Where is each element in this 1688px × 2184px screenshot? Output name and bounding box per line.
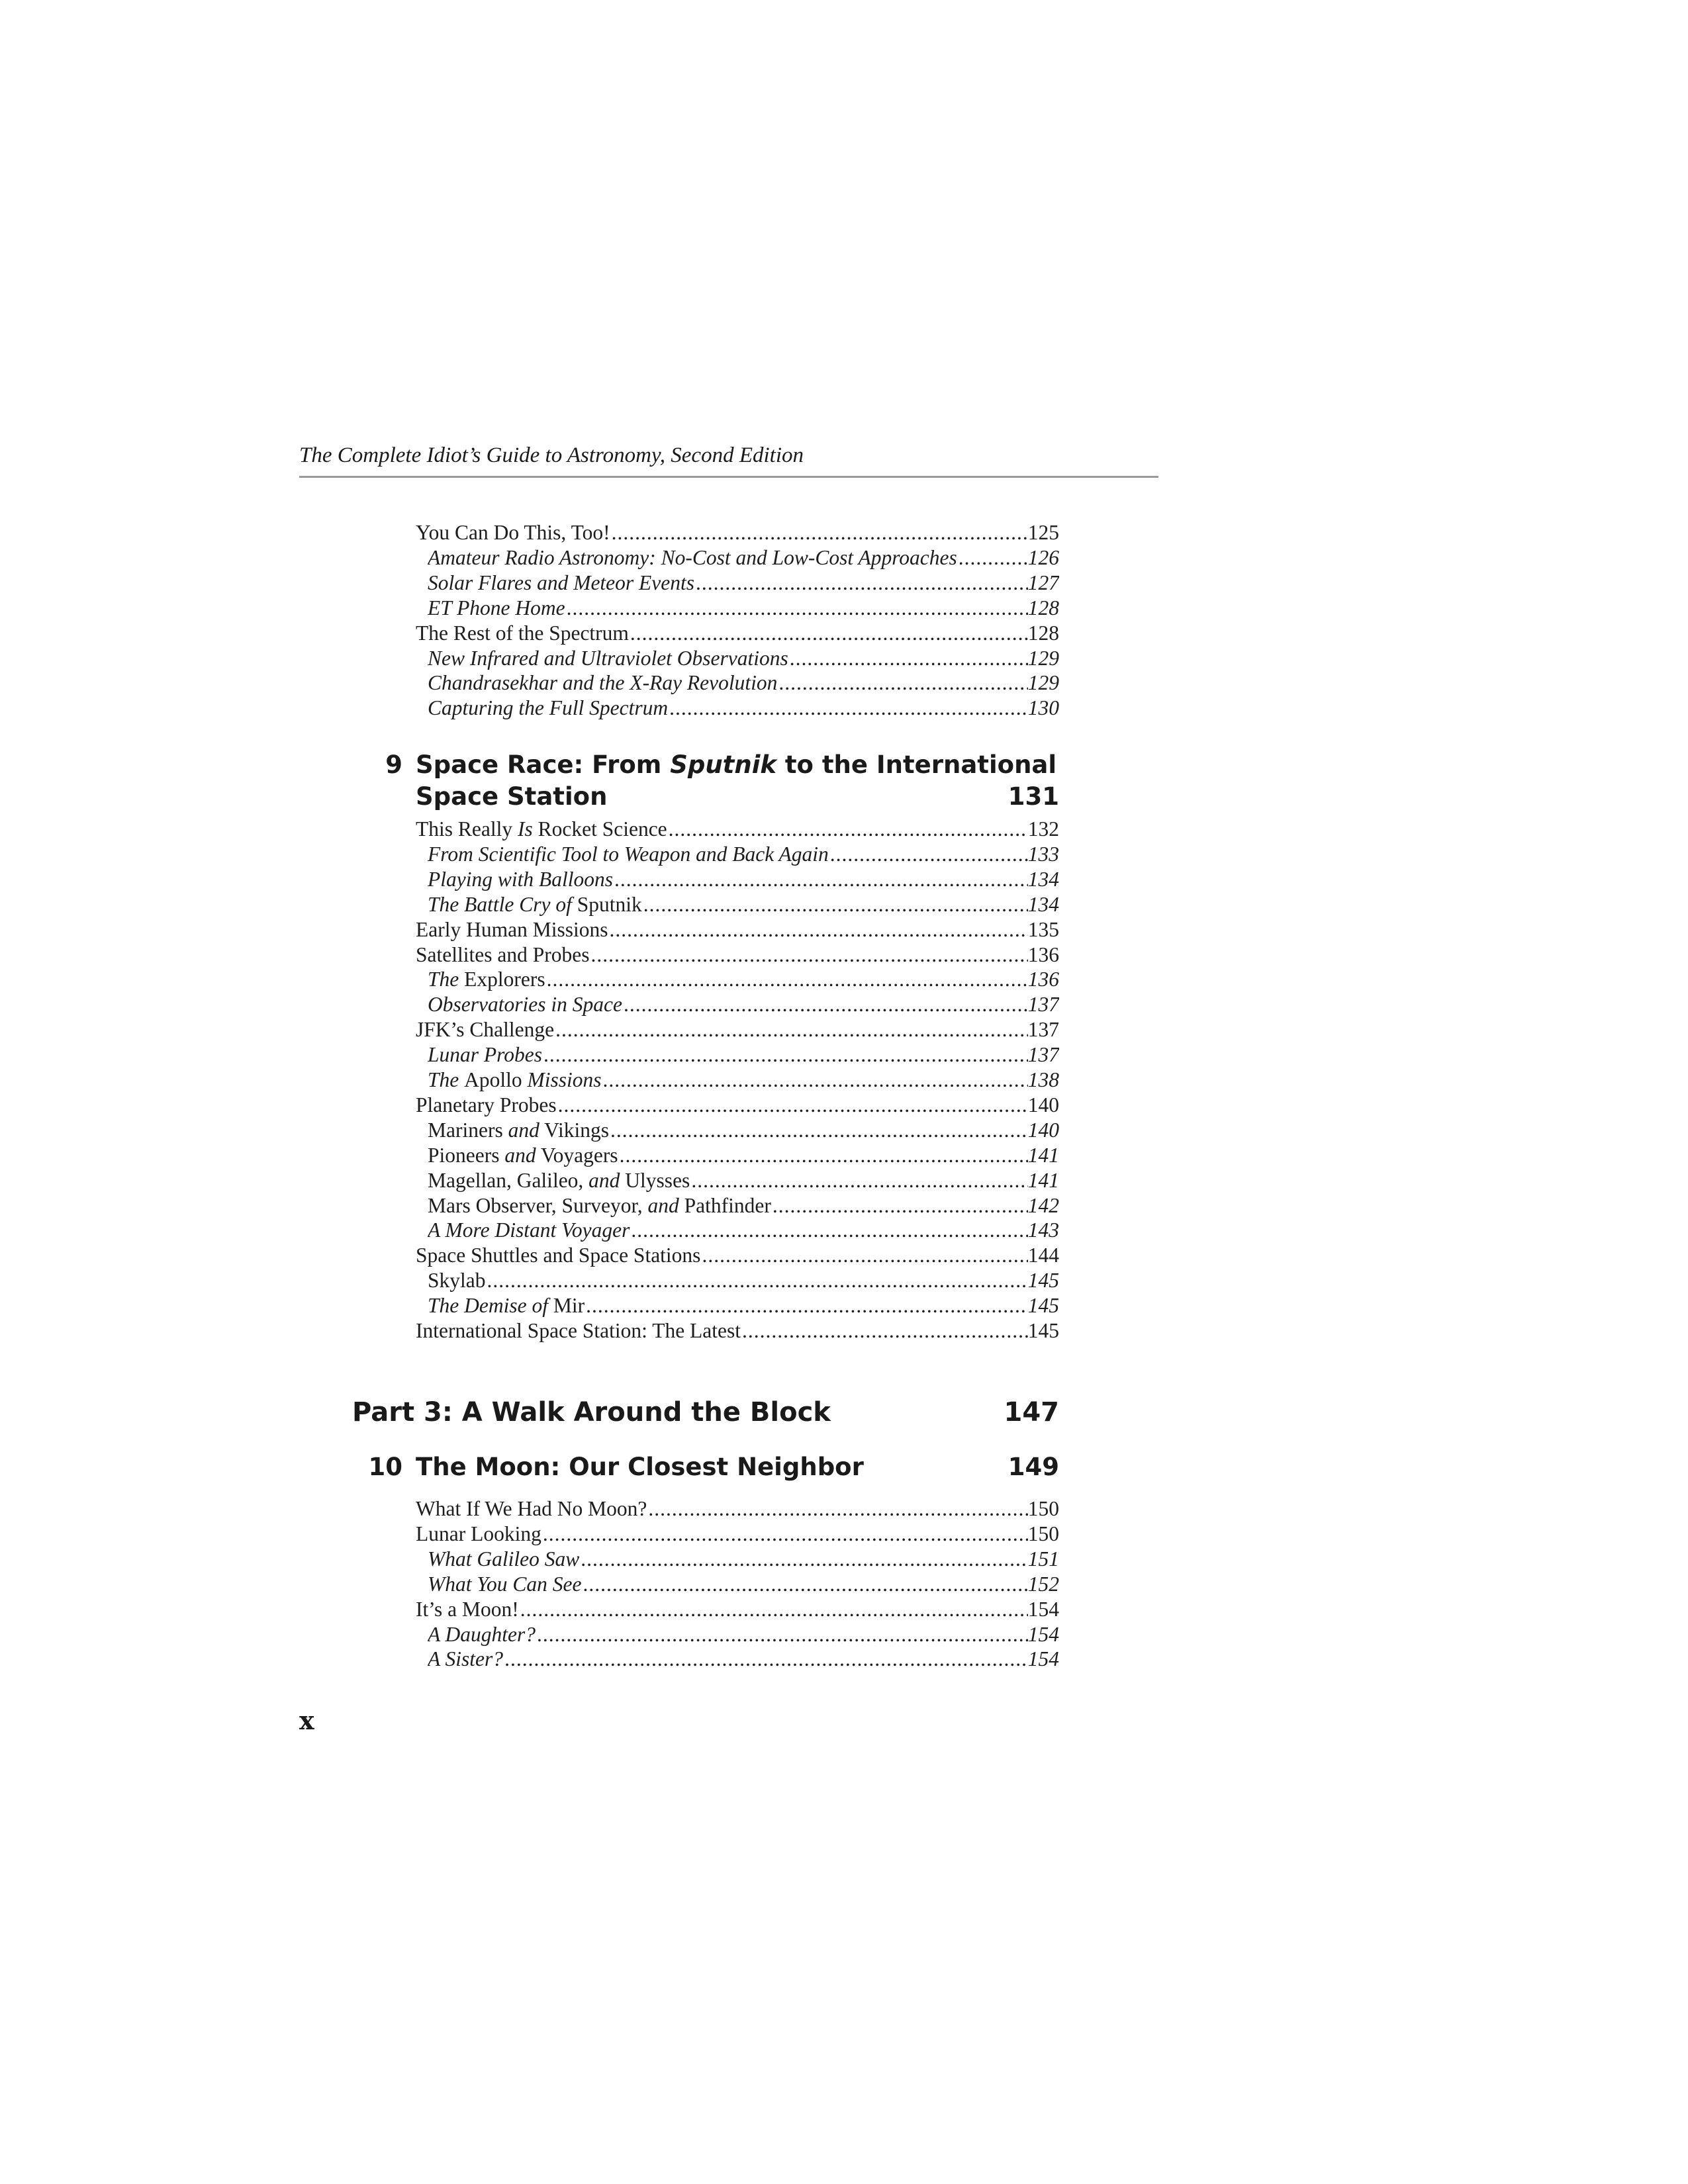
dot-leader: [613, 867, 1028, 892]
toc-entry[interactable]: [428, 1647, 1059, 1672]
toc-entry-title: Magellan, Galileo, and Ulysses: [428, 1168, 690, 1192]
dot-leader: [618, 1143, 1028, 1168]
toc-entry-title: A More Distant Voyager: [428, 1218, 630, 1242]
toc-entry-title: New Infrared and Ultraviolet Observations: [428, 646, 788, 670]
dot-leader: [565, 596, 1028, 621]
dot-leader: [957, 545, 1028, 570]
dot-leader: [694, 570, 1028, 596]
dot-leader: [642, 892, 1028, 917]
toc-entry[interactable]: [416, 1597, 1059, 1622]
toc-entry[interactable]: [428, 1143, 1059, 1168]
toc-entry-title: Space Shuttles and Space Stations: [416, 1244, 701, 1267]
dot-leader: [690, 1168, 1027, 1193]
dot-leader: [771, 1193, 1028, 1218]
dot-leader: [741, 1318, 1028, 1343]
toc-entry-title: The Explorers: [428, 968, 545, 991]
toc-entry-title: Mars Observer, Surveyor, and Pathfinder: [428, 1193, 771, 1217]
toc-entry[interactable]: [428, 867, 1059, 892]
toc-entry-page: 150: [1027, 1522, 1059, 1545]
toc-entry-page: 150: [1027, 1497, 1059, 1520]
chapter-title: The Moon: Our Closest Neighbor: [416, 1453, 864, 1481]
toc-entry[interactable]: [428, 1268, 1059, 1293]
toc-entry[interactable]: [428, 670, 1059, 696]
toc-entry-title: Lunar Probes: [428, 1043, 542, 1067]
toc-entry-title: Amateur Radio Astronomy: No-Cost and Low-Cost Approaches: [428, 545, 957, 569]
toc-entry[interactable]: [428, 596, 1059, 621]
toc-entry[interactable]: [416, 1017, 1059, 1042]
toc-entry[interactable]: [428, 1547, 1059, 1572]
dot-leader: [630, 1218, 1027, 1243]
dot-leader: [609, 1118, 1028, 1143]
dot-leader: [542, 1042, 1028, 1068]
folio-page-number: x: [299, 1706, 314, 1735]
toc-entry-title: ET Phone Home: [428, 596, 565, 619]
dot-leader: [602, 1068, 1028, 1093]
toc-entry-title: A Sister?: [428, 1647, 504, 1671]
toc-entry[interactable]: [416, 1243, 1059, 1268]
toc-entry-page: 137: [1027, 1018, 1059, 1042]
toc-entry[interactable]: [416, 621, 1059, 646]
dot-leader: [629, 621, 1028, 646]
toc-entry[interactable]: [416, 917, 1059, 942]
toc-entry-page: 138: [1027, 1068, 1059, 1091]
toc-entry-page: 144: [1027, 1244, 1059, 1267]
dot-leader: [519, 1597, 1028, 1622]
part-page-number: 147: [1004, 1397, 1059, 1428]
toc-entry-title: A Daughter?: [428, 1622, 536, 1646]
toc-entry-page: 145: [1027, 1294, 1059, 1318]
toc-entry-page: 133: [1027, 842, 1059, 866]
running-head: The Complete Idiot’s Guide to Astronomy, Second Edition: [299, 443, 804, 467]
toc-entry-title: What You Can See: [428, 1572, 582, 1596]
dot-leader: [554, 1017, 1028, 1042]
toc-entry-title: The Battle Cry of Sputnik: [428, 892, 642, 916]
part-title: Part 3: A Walk Around the Block: [352, 1397, 831, 1428]
toc-entry-page: 143: [1027, 1218, 1059, 1242]
toc-entry[interactable]: [416, 1318, 1059, 1343]
toc-entry[interactable]: [416, 942, 1059, 968]
toc-entry-page: 140: [1027, 1093, 1059, 1116]
toc-entry-page: 134: [1027, 867, 1059, 891]
dot-leader: [581, 1572, 1027, 1597]
dot-leader: [585, 1293, 1028, 1318]
toc-entry-title: This Really Is Rocket Science: [416, 817, 667, 841]
toc-entry-title: Pioneers and Voyagers: [428, 1143, 618, 1167]
toc-entry[interactable]: [416, 1522, 1059, 1547]
toc-entry[interactable]: [428, 1118, 1059, 1143]
dot-leader: [777, 670, 1027, 696]
toc-entry-page: 135: [1027, 917, 1059, 941]
toc-entry-title: It’s a Moon!: [416, 1597, 519, 1621]
toc-entry[interactable]: [428, 545, 1059, 570]
toc-entry-page: 140: [1027, 1118, 1059, 1142]
toc-entry-page: 154: [1027, 1597, 1059, 1621]
dot-leader: [829, 842, 1028, 867]
toc-entry-page: 145: [1027, 1319, 1059, 1342]
toc-entry-title: From Scientific Tool to Weapon and Back Again: [428, 842, 829, 866]
toc-entry-title: Capturing the Full Spectrum: [428, 696, 669, 720]
toc-entry[interactable]: [428, 570, 1059, 596]
toc-entry-title: You Can Do This, Too!: [416, 521, 610, 544]
dot-leader: [608, 917, 1027, 942]
dot-leader: [700, 1243, 1027, 1268]
part-3-heading[interactable]: [352, 1395, 1059, 1430]
toc-entry-page: 136: [1027, 968, 1059, 991]
toc-entry-title: International Space Station: The Latest: [416, 1319, 741, 1342]
dot-leader: [647, 1496, 1027, 1522]
toc-entry[interactable]: [428, 1218, 1059, 1243]
toc-entry[interactable]: [416, 817, 1059, 842]
toc-entry[interactable]: [428, 967, 1059, 992]
dot-leader: [622, 992, 1028, 1017]
toc-entry[interactable]: [428, 1622, 1059, 1647]
toc-entry[interactable]: [416, 1496, 1059, 1522]
chapter-number: 10: [368, 1453, 402, 1481]
chapter-title-emphasis: Sputnik: [670, 751, 776, 779]
toc-entry-title: Satellites and Probes: [416, 942, 590, 966]
toc-entry[interactable]: [428, 1293, 1059, 1318]
toc-entry[interactable]: [428, 1168, 1059, 1193]
chapter-page-number: 149: [1008, 1453, 1059, 1481]
chapter-10-heading[interactable]: [357, 1451, 1059, 1483]
toc-entry[interactable]: [428, 1068, 1059, 1093]
toc-entry[interactable]: [428, 696, 1059, 721]
toc-entry-page: 125: [1027, 521, 1059, 544]
dot-leader: [557, 1093, 1028, 1118]
toc-entry-title: Playing with Balloons: [428, 867, 613, 891]
toc-entry-page: 134: [1027, 892, 1059, 916]
toc-entry-title: The Apollo Missions: [428, 1068, 602, 1091]
toc-entry-title: Planetary Probes: [416, 1093, 557, 1116]
dot-leader: [503, 1647, 1028, 1672]
toc-entry[interactable]: [428, 1193, 1059, 1218]
toc-entry-title: The Rest of the Spectrum: [416, 621, 629, 645]
toc-entry-title: Solar Flares and Meteor Events: [428, 570, 695, 594]
toc-entry-page: 145: [1027, 1269, 1059, 1293]
dot-leader: [610, 520, 1028, 545]
toc-entry-page: 141: [1027, 1168, 1059, 1192]
toc-entry-title: JFK’s Challenge: [416, 1018, 555, 1042]
toc-entry-page: 154: [1027, 1647, 1059, 1671]
dot-leader: [788, 646, 1028, 671]
toc-entry[interactable]: [428, 842, 1059, 867]
toc-entry-page: 137: [1027, 1043, 1059, 1067]
toc-entry[interactable]: [428, 1042, 1059, 1068]
chapter-title-line-2: Space Station: [416, 782, 608, 811]
chapter-number: 9: [385, 751, 402, 779]
toc-entry-page: 141: [1027, 1143, 1059, 1167]
toc-entry-page: 129: [1027, 646, 1059, 670]
toc-entry[interactable]: [428, 892, 1059, 917]
toc-entry-page: 132: [1027, 817, 1059, 841]
dot-leader: [579, 1547, 1028, 1572]
dot-leader: [541, 1522, 1028, 1547]
dot-leader: [589, 942, 1027, 968]
toc-entry-title: What Galileo Saw: [428, 1547, 580, 1570]
toc-entry-title: Skylab: [428, 1269, 486, 1293]
toc-entry-page: 128: [1027, 621, 1059, 645]
toc-entry-page: 126: [1027, 545, 1059, 569]
toc-entry-title: What If We Had No Moon?: [416, 1497, 647, 1520]
toc-entry-page: 151: [1027, 1547, 1059, 1570]
toc-entry[interactable]: [428, 992, 1059, 1017]
toc-entry-page: 152: [1027, 1572, 1059, 1596]
toc-entry-page: 154: [1027, 1622, 1059, 1646]
chapter-9-heading[interactable]: [357, 749, 1059, 813]
toc-entry-page: 136: [1027, 942, 1059, 966]
toc-entry-page: 130: [1027, 696, 1059, 720]
dot-leader: [667, 817, 1028, 842]
toc-entry-title: Observatories in Space: [428, 993, 622, 1017]
dot-leader: [545, 967, 1028, 992]
toc-entry-page: 128: [1027, 596, 1059, 619]
toc-entry-page: 127: [1027, 570, 1059, 594]
toc-entry[interactable]: [416, 1093, 1059, 1118]
dot-leader: [536, 1622, 1028, 1647]
toc-entry-title: Chandrasekhar and the X-Ray Revolution: [428, 671, 778, 695]
toc-entry[interactable]: [428, 1572, 1059, 1597]
toc-entry-page: 137: [1027, 993, 1059, 1017]
toc-entry-page: 129: [1027, 671, 1059, 695]
toc-entry[interactable]: [428, 646, 1059, 671]
toc-entry-title: Early Human Missions: [416, 917, 608, 941]
dot-leader: [486, 1268, 1028, 1293]
chapter-title-line-1: Space Race: From Sputnik to the International: [416, 751, 1057, 779]
chapter-page-number: 131: [1008, 782, 1059, 811]
toc-entry-title: Mariners and Vikings: [428, 1118, 610, 1142]
toc-entry[interactable]: [416, 520, 1059, 545]
toc-entry-title: The Demise of Mir: [428, 1294, 585, 1318]
dot-leader: [668, 696, 1028, 721]
header-rule: [299, 476, 1158, 478]
toc-entry-title: Lunar Looking: [416, 1522, 541, 1545]
toc-entry-page: 142: [1027, 1193, 1059, 1217]
